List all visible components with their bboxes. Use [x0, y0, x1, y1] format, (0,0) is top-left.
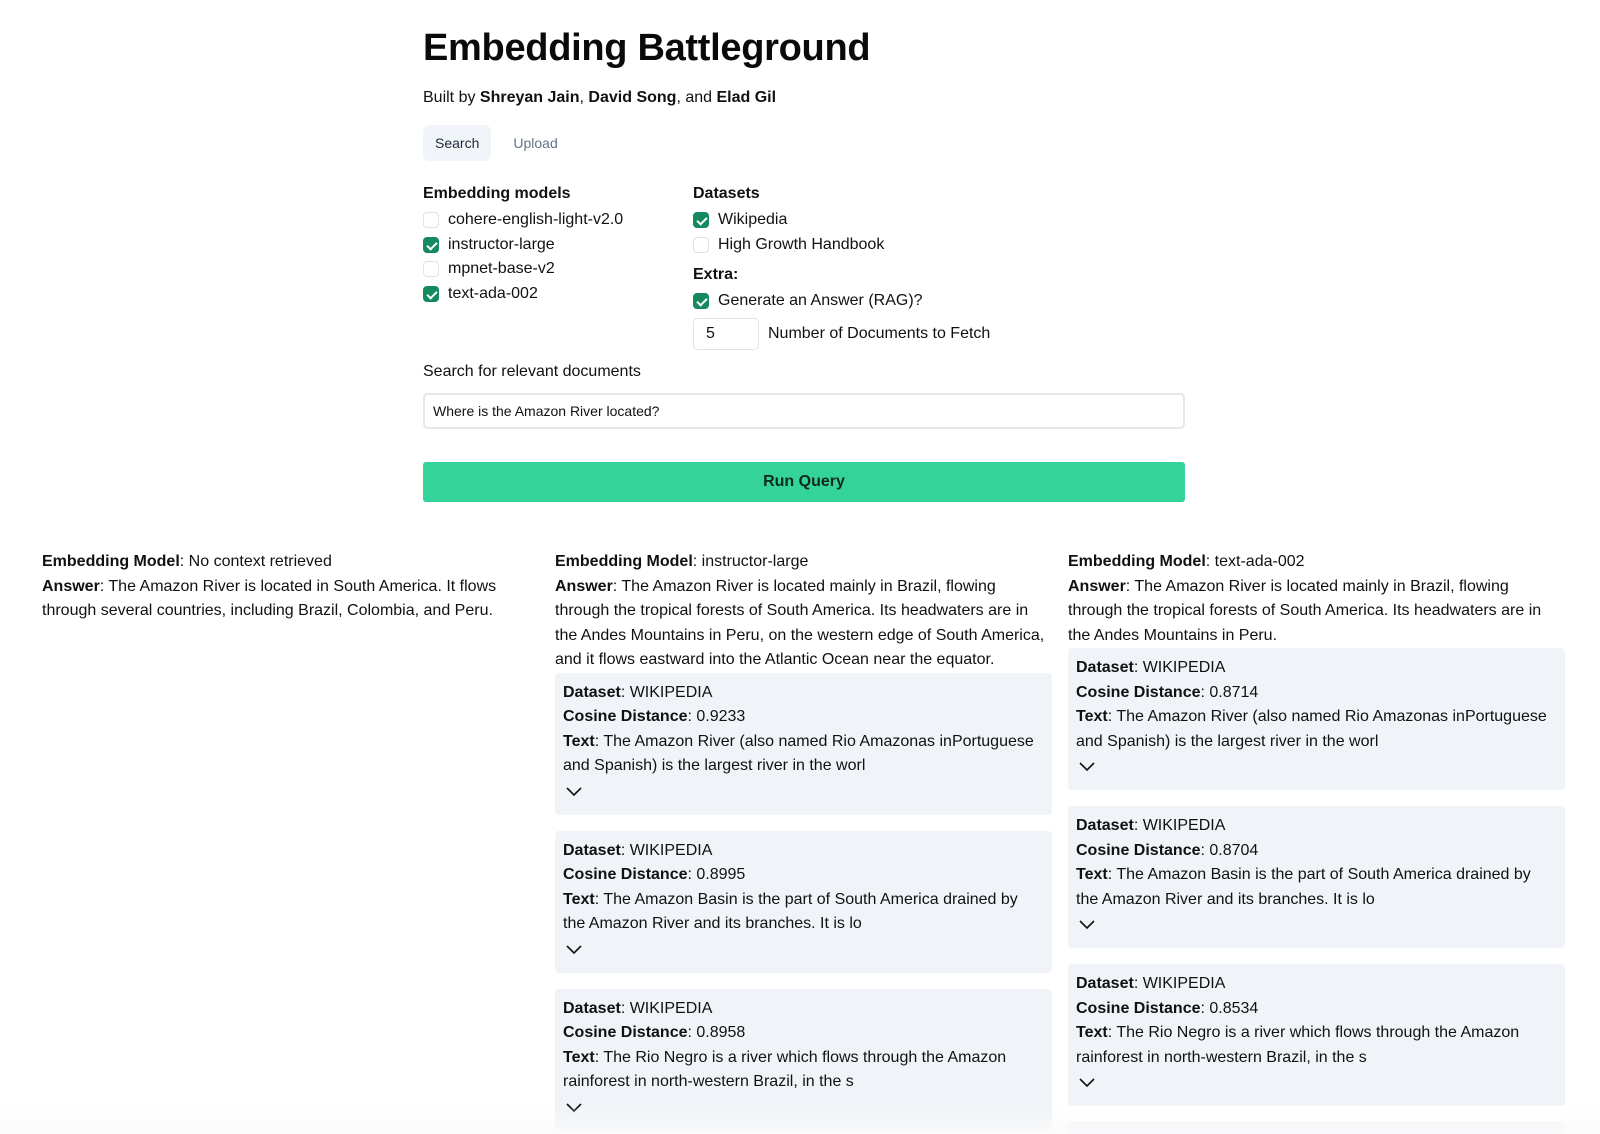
- text-line: Text: The Amazon Basin is the part of South America drained by the Amazon River and its branches. It is lo: [563, 890, 1018, 932]
- num-docs-label: Number of Documents to Fetch: [768, 324, 991, 342]
- checkbox-label: High Growth Handbook: [718, 235, 885, 253]
- checkbox-checked-icon[interactable]: [693, 293, 709, 309]
- dataset-value: WIKIPEDIA: [629, 841, 713, 859]
- doc-text: The Rio Negro is a river which flows through the Amazon rainforest in north-western Brazil, in the s: [1076, 1024, 1520, 1066]
- dataset-checkbox-wikipedia[interactable]: [693, 208, 1093, 233]
- result-column: [42, 550, 555, 1134]
- dataset-checkbox-high-growth[interactable]: [693, 233, 1093, 258]
- answer-line: Answer: The Amazon River is located mainly in Brazil, flowing through the tropical forests of South America. Its headwaters are in the Andes Mountains in Peru.: [1068, 577, 1542, 644]
- field-label: Dataset: [563, 999, 621, 1017]
- answer-text: The Amazon River is located mainly in Brazil, flowing through the tropical forests of South America. Its headwaters are in the Andes Mountains in Peru, on the western edge of South America, and it flows eastward into the Atlantic Ocean near the equator.: [555, 577, 1045, 668]
- datasets-group: [693, 183, 1093, 350]
- checkbox-label: instructor-large: [448, 235, 555, 253]
- embedding-model-value: No context retrieved: [188, 553, 332, 570]
- answer-text: The Amazon River is located in South America. It flows through several countries, including Brazil, Colombia, and Peru.: [42, 577, 497, 619]
- document-card: [1068, 964, 1565, 1106]
- model-checkbox-instructor[interactable]: [423, 233, 693, 258]
- checkbox-icon[interactable]: [423, 261, 439, 277]
- dataset-line: Dataset: WIKIPEDIA: [563, 683, 713, 701]
- chevron-down-icon[interactable]: [1076, 756, 1098, 778]
- chevron-down-icon[interactable]: [1076, 1072, 1098, 1094]
- embedding-model-line: Embedding Model: No context retrieved: [42, 553, 332, 570]
- document-card: [1068, 648, 1565, 790]
- model-checkbox-mpnet[interactable]: [423, 257, 693, 282]
- field-label: Dataset: [1076, 659, 1134, 676]
- field-label: Dataset: [563, 683, 621, 701]
- field-label: Cosine Distance: [563, 866, 688, 883]
- dataset-value: WIKIPEDIA: [629, 999, 713, 1017]
- chevron-down-icon[interactable]: [563, 939, 585, 961]
- rag-checkbox[interactable]: [693, 289, 1093, 314]
- cosine-value: 0.8714: [1209, 683, 1259, 701]
- doc-text: The Amazon Basin is the part of South America drained by the Amazon River and its branches. It is lo: [1076, 866, 1531, 908]
- cosine-line: Cosine Distance: 0.8714: [1076, 683, 1259, 701]
- search-label: Search for relevant documents: [423, 362, 641, 380]
- document-card: [555, 831, 1052, 973]
- dataset-value: WIKIPEDIA: [1142, 659, 1226, 676]
- cosine-line: Cosine Distance: 0.8704: [1076, 841, 1259, 859]
- tab-search[interactable]: Search: [423, 125, 491, 161]
- text-line: Text: The Amazon River (also named Rio Amazonas inPortuguese and Spanish) is the largest river in the worl: [1076, 708, 1547, 750]
- search-input[interactable]: [423, 393, 1185, 429]
- field-label: Dataset: [1076, 817, 1134, 834]
- checkbox-checked-icon[interactable]: [693, 212, 709, 228]
- field-label: Embedding Model: [555, 553, 693, 570]
- dataset-value: WIKIPEDIA: [1142, 817, 1226, 834]
- bottom-fade: [0, 1106, 1600, 1134]
- checkbox-label: Generate an Answer (RAG)?: [718, 292, 923, 310]
- cosine-value: 0.8995: [696, 866, 746, 883]
- cosine-value: 0.8704: [1209, 841, 1259, 859]
- byline-prefix: Built by: [423, 89, 480, 106]
- dataset-line: Dataset: WIKIPEDIA: [563, 841, 713, 859]
- run-query-button[interactable]: Run Query: [423, 462, 1185, 502]
- text-line: Text: The Amazon River (also named Rio Amazonas inPortuguese and Spanish) is the largest river in the worl: [563, 732, 1034, 774]
- group-title: Embedding models: [423, 185, 571, 202]
- byline-separator: ,: [579, 89, 589, 106]
- document-card: [1068, 806, 1565, 948]
- dataset-line: Dataset: WIKIPEDIA: [1076, 817, 1226, 834]
- dataset-line: Dataset: WIKIPEDIA: [1076, 975, 1226, 992]
- checkbox-label: cohere-english-light-v2.0: [448, 211, 624, 229]
- checkbox-checked-icon[interactable]: [423, 286, 439, 302]
- author-name: Shreyan Jain: [479, 89, 580, 106]
- result-column: [555, 550, 1068, 1134]
- field-label: Cosine Distance: [1076, 999, 1201, 1017]
- byline: [423, 88, 1185, 108]
- checkbox-label: text-ada-002: [448, 284, 538, 302]
- checkbox-checked-icon[interactable]: [423, 237, 439, 253]
- cosine-value: 0.9233: [696, 708, 746, 725]
- page-title: Embedding Battleground: [423, 27, 871, 69]
- model-checkbox-cohere[interactable]: [423, 208, 693, 233]
- embedding-models-group: [423, 183, 693, 350]
- field-label: Text: [563, 1048, 595, 1066]
- author-name: Elad Gil: [716, 89, 777, 106]
- field-label: Cosine Distance: [1076, 841, 1201, 859]
- num-docs-row: [693, 318, 1093, 350]
- document-card: [555, 673, 1052, 815]
- cosine-line: Cosine Distance: 0.8534: [1076, 999, 1259, 1017]
- answer-text: The Amazon River is located mainly in Brazil, flowing through the tropical forests of South America. Its headwaters are in the Andes Mountains in Peru.: [1068, 577, 1542, 644]
- checkbox-label: mpnet-base-v2: [448, 260, 555, 278]
- field-label: Answer: [42, 577, 100, 595]
- chevron-down-icon[interactable]: [563, 781, 585, 803]
- field-label: Text: [563, 890, 595, 908]
- text-line: Text: The Amazon Basin is the part of South America drained by the Amazon River and its branches. It is lo: [1076, 866, 1531, 908]
- cosine-line: Cosine Distance: 0.9233: [563, 708, 746, 725]
- field-label: Cosine Distance: [563, 1024, 688, 1041]
- text-line: Text: The Rio Negro is a river which flows through the Amazon rainforest in north-western Brazil, in the s: [563, 1048, 1007, 1090]
- results-grid: [42, 550, 1581, 1134]
- cosine-value: 0.8534: [1209, 999, 1259, 1017]
- answer-line: Answer: The Amazon River is located mainly in Brazil, flowing through the tropical forests of South America. Its headwaters are in the Andes Mountains in Peru, on the western edge of South America, and it flows eastward into the Atlantic Ocean near the equator.: [555, 577, 1045, 668]
- dataset-line: Dataset: WIKIPEDIA: [1076, 659, 1226, 676]
- field-label: Embedding Model: [1068, 553, 1206, 570]
- field-label: Text: [1076, 866, 1108, 883]
- field-label: Text: [1076, 1024, 1108, 1041]
- cosine-line: Cosine Distance: 0.8995: [563, 866, 746, 883]
- doc-text: The Amazon River (also named Rio Amazonas inPortuguese and Spanish) is the largest river in the worl: [563, 732, 1034, 774]
- app-header: [423, 0, 1185, 502]
- answer-line: Answer: The Amazon River is located in South America. It flows through several countries, including Brazil, Colombia, and Peru.: [42, 577, 497, 619]
- dataset-value: WIKIPEDIA: [629, 683, 713, 701]
- doc-text: The Amazon River (also named Rio Amazonas inPortuguese and Spanish) is the largest river in the worl: [1076, 708, 1547, 750]
- num-docs-input[interactable]: [693, 318, 759, 350]
- field-label: Embedding Model: [42, 553, 180, 570]
- field-label: Cosine Distance: [563, 708, 688, 725]
- extra-title: Extra:: [693, 266, 739, 283]
- field-label: Text: [1076, 708, 1108, 725]
- chevron-down-icon[interactable]: [1076, 914, 1098, 936]
- doc-text: The Amazon Basin is the part of South America drained by the Amazon River and its branches. It is lo: [563, 890, 1018, 932]
- tab-bar: [423, 125, 1185, 161]
- dataset-value: WIKIPEDIA: [1142, 975, 1226, 992]
- field-label: Cosine Distance: [1076, 683, 1201, 701]
- embedding-model-value: instructor-large: [701, 553, 809, 570]
- embedding-model-value: text-ada-002: [1214, 553, 1305, 570]
- checkbox-icon[interactable]: [693, 237, 709, 253]
- query-options: [423, 183, 1185, 350]
- text-line: Text: The Rio Negro is a river which flows through the Amazon rainforest in north-western Brazil, in the s: [1076, 1024, 1520, 1066]
- field-label: Dataset: [563, 841, 621, 859]
- checkbox-icon[interactable]: [423, 212, 439, 228]
- result-column: [1068, 550, 1581, 1134]
- group-title: Datasets: [693, 185, 760, 202]
- checkbox-label: Wikipedia: [718, 211, 788, 229]
- model-checkbox-ada[interactable]: [423, 282, 693, 307]
- cosine-line: Cosine Distance: 0.8958: [563, 1024, 746, 1041]
- author-name: David Song: [588, 89, 677, 106]
- doc-text: The Rio Negro is a river which flows through the Amazon rainforest in north-western Brazil, in the s: [563, 1048, 1007, 1090]
- field-label: Text: [563, 732, 595, 750]
- byline-separator: , and: [676, 89, 717, 106]
- embedding-model-line: Embedding Model: instructor-large: [555, 553, 809, 570]
- dataset-line: Dataset: WIKIPEDIA: [563, 999, 713, 1017]
- field-label: Answer: [1068, 577, 1126, 595]
- field-label: Dataset: [1076, 975, 1134, 992]
- embedding-model-line: Embedding Model: text-ada-002: [1068, 553, 1305, 570]
- field-label: Answer: [555, 577, 613, 595]
- cosine-value: 0.8958: [696, 1024, 746, 1041]
- tab-upload[interactable]: Upload: [513, 135, 558, 151]
